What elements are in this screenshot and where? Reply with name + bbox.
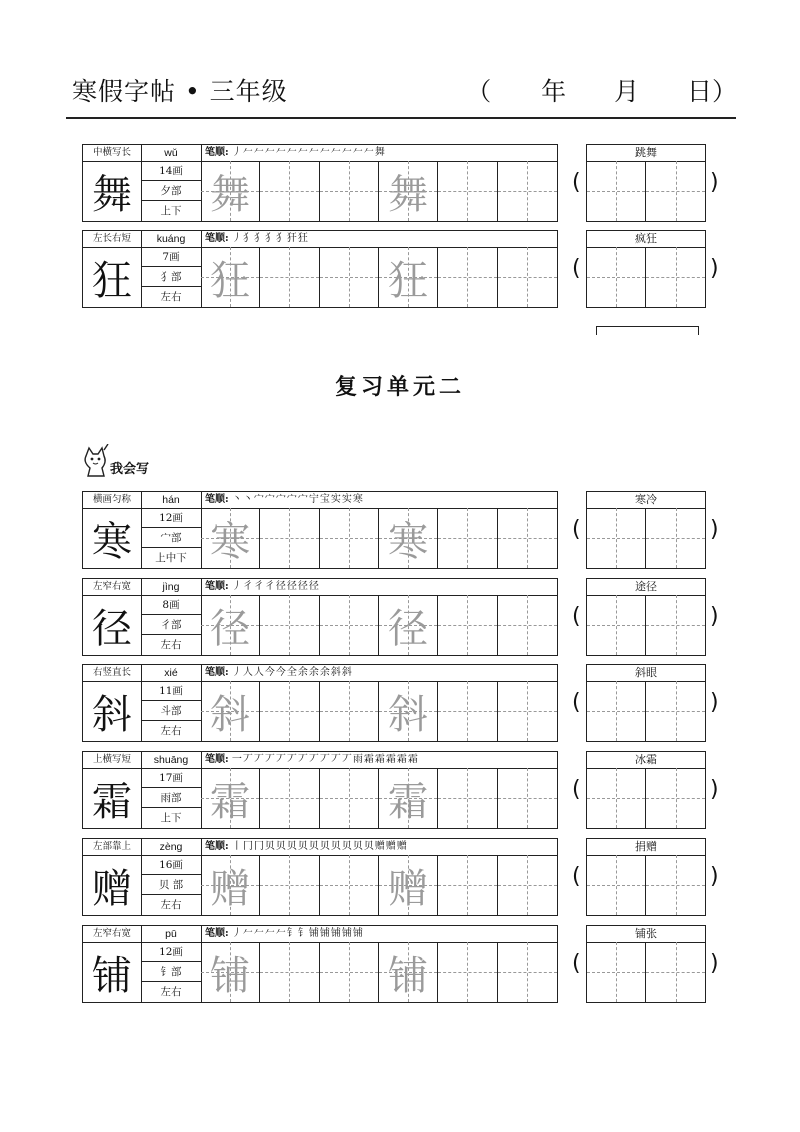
tian-grid-cell[interactable] <box>379 681 438 741</box>
stroke-count: 14画 <box>141 161 201 181</box>
tian-grid-cell[interactable] <box>260 855 319 915</box>
tian-grid-cell[interactable] <box>201 855 260 915</box>
paren-open: ( <box>572 517 581 542</box>
tian-grid-cell[interactable] <box>320 508 379 568</box>
word-grid-cell[interactable] <box>587 942 646 1002</box>
tian-grid-cell[interactable] <box>320 855 379 915</box>
writing-grid <box>201 681 557 741</box>
tian-grid-cell[interactable] <box>498 161 557 221</box>
practice-table <box>82 491 558 569</box>
structure-tip: 左窄右宽 <box>83 926 142 942</box>
word-box <box>586 578 706 656</box>
paren-open: ( <box>572 690 581 715</box>
stroke-sequence: 丿𠂉𠂉𠂉𠂉𠂉𠂉𠂉𠂉𠂉𠂉𠂉𠂉舞 <box>231 147 386 158</box>
tian-grid-cell[interactable] <box>379 247 438 307</box>
subhead <box>80 442 220 480</box>
word-box <box>586 925 706 1003</box>
word-grid-cell[interactable] <box>587 855 646 915</box>
stroke-sequence: 丨冂冂贝贝贝贝贝贝贝贝贝贝赠赠赠 <box>231 841 408 852</box>
practice-row <box>82 578 722 656</box>
stroke-label: 笔顺: <box>205 233 229 244</box>
tian-grid-cell[interactable] <box>260 508 319 568</box>
stroke-sequence: 一丆丆丆丆丆丆丆丆丆丆雨霜霜霜霜霜 <box>231 754 419 765</box>
row-header <box>83 231 557 248</box>
stroke-label: 笔顺: <box>205 581 229 592</box>
pinyin: pū <box>141 926 202 942</box>
character-info <box>141 508 202 568</box>
structure-layout: 左右 <box>160 899 182 911</box>
tian-grid-cell[interactable] <box>498 508 557 568</box>
character-info <box>141 768 202 828</box>
radical: 夕部 <box>141 181 201 201</box>
practice-table <box>82 925 558 1003</box>
stroke-label: 笔顺: <box>205 754 229 765</box>
tian-grid-cell[interactable] <box>260 161 319 221</box>
structure-layout: 上下 <box>160 812 182 824</box>
row-header <box>83 926 557 943</box>
writing-grid <box>201 595 557 655</box>
paren-open: ( <box>572 256 581 281</box>
model-character: 赠 <box>83 855 142 915</box>
word-grid-cell[interactable] <box>646 595 705 655</box>
paren-open: ( <box>572 777 581 802</box>
tian-grid-cell[interactable] <box>379 942 438 1002</box>
row-header <box>83 145 557 162</box>
tian-grid-cell[interactable] <box>379 508 438 568</box>
word-grid-cell[interactable] <box>587 768 646 828</box>
character-info <box>141 681 202 741</box>
word-grid-cell[interactable] <box>646 247 705 307</box>
tian-grid-cell[interactable] <box>320 942 379 1002</box>
practice-row <box>82 664 722 742</box>
cat-mascot-icon <box>80 444 110 478</box>
word-grid-cell[interactable] <box>646 942 705 1002</box>
structure-tip: 左部靠上 <box>83 839 142 855</box>
tian-grid-cell[interactable] <box>379 768 438 828</box>
stroke-order <box>205 839 408 855</box>
row-header <box>83 579 557 596</box>
tian-grid-cell[interactable] <box>438 855 497 915</box>
stroke-count: 17画 <box>141 768 201 788</box>
stroke-label: 笔顺: <box>205 928 229 939</box>
structure-layout: 左右 <box>160 639 182 651</box>
stroke-order <box>205 492 364 508</box>
paren-close: ) <box>710 170 719 195</box>
tian-grid-cell[interactable] <box>498 768 557 828</box>
word-grid-cell[interactable] <box>587 595 646 655</box>
stroke-count: 7画 <box>141 247 201 267</box>
model-character: 狂 <box>83 247 142 307</box>
tian-grid-cell[interactable] <box>201 942 260 1002</box>
trace-character: 斜 <box>388 691 429 738</box>
tian-grid-cell[interactable] <box>260 681 319 741</box>
radical: 斗部 <box>141 701 201 721</box>
radical: 犭部 <box>141 267 201 287</box>
trace-character: 霜 <box>388 778 429 825</box>
practice-table <box>82 230 558 308</box>
structure-tip: 中横写长 <box>83 145 142 161</box>
radical: 彳部 <box>141 615 201 635</box>
tian-grid-cell[interactable] <box>201 161 260 221</box>
practice-row <box>82 925 722 1003</box>
tian-grid-cell[interactable] <box>438 681 497 741</box>
word-label: 寒冷 <box>587 492 705 509</box>
word-box <box>586 491 706 569</box>
stroke-order <box>205 231 309 247</box>
pinyin: hán <box>141 492 202 508</box>
character-info <box>141 855 202 915</box>
trace-character: 铺 <box>210 952 251 999</box>
structure-layout: 上下 <box>160 205 182 217</box>
row-header <box>83 752 557 769</box>
character-info <box>141 942 202 1002</box>
word-box <box>586 230 706 308</box>
tian-grid-cell[interactable] <box>498 681 557 741</box>
stroke-order <box>205 752 419 768</box>
practice-table <box>82 664 558 742</box>
radical: 贝 部 <box>141 875 201 895</box>
trace-character: 舞 <box>210 171 251 218</box>
paren-close: ) <box>710 777 719 802</box>
date-year: 年 <box>541 77 567 106</box>
paren-close: ) <box>710 604 719 629</box>
model-character: 铺 <box>83 942 142 1002</box>
trace-character: 寒 <box>388 518 429 565</box>
trace-character: 径 <box>388 605 429 652</box>
word-grid-cell[interactable] <box>646 508 705 568</box>
tian-grid-cell[interactable] <box>498 942 557 1002</box>
stroke-label: 笔顺: <box>205 667 229 678</box>
stroke-label: 笔顺: <box>205 494 229 505</box>
stroke-sequence: 丶丶宀宀宀宀宀宁宝实实寒 <box>231 494 364 505</box>
tian-grid-cell[interactable] <box>438 942 497 1002</box>
model-character: 霜 <box>83 768 142 828</box>
row-header <box>83 492 557 509</box>
model-character: 舞 <box>83 161 142 221</box>
practice-table <box>82 838 558 916</box>
tian-grid-cell[interactable] <box>498 855 557 915</box>
word-grid-cell[interactable] <box>646 768 705 828</box>
model-character: 斜 <box>83 681 142 741</box>
pinyin: zèng <box>141 839 202 855</box>
tian-grid-cell[interactable] <box>201 247 260 307</box>
writing-grid <box>201 855 557 915</box>
stroke-sequence: 丿犭犭犭犭犴狂 <box>231 233 309 244</box>
stroke-sequence: 丿人人今今全余余余斜斜 <box>231 667 353 678</box>
paren-open: ( <box>572 864 581 889</box>
writing-grid <box>201 942 557 1002</box>
paren-open: ( <box>572 604 581 629</box>
tian-grid-cell[interactable] <box>201 681 260 741</box>
structure-tip: 上横写短 <box>83 752 142 768</box>
row-header <box>83 665 557 682</box>
word-label: 斜眼 <box>587 665 705 682</box>
paren-open: ( <box>572 951 581 976</box>
header-rule <box>66 117 736 119</box>
stroke-label: 笔顺: <box>205 147 229 158</box>
word-grid-cell[interactable] <box>646 855 705 915</box>
structure-layout: 左右 <box>160 291 182 303</box>
paren-close: ) <box>710 864 719 889</box>
writing-grid <box>201 508 557 568</box>
tian-grid-cell[interactable] <box>201 768 260 828</box>
paren-close: ) <box>710 517 719 542</box>
writing-grid <box>201 247 557 307</box>
word-grid-cell[interactable] <box>587 508 646 568</box>
section-title: 复习单元二 <box>334 374 465 400</box>
tian-grid-cell[interactable] <box>379 595 438 655</box>
page-corner-bracket <box>596 326 699 335</box>
word-grid-cell[interactable] <box>587 247 646 307</box>
word-box <box>586 751 706 829</box>
structure-tip: 右竖直长 <box>83 665 142 681</box>
practice-row <box>82 838 722 916</box>
tian-grid-cell[interactable] <box>201 595 260 655</box>
pinyin: wǔ <box>141 145 202 161</box>
tian-grid-cell[interactable] <box>498 247 557 307</box>
practice-row <box>82 751 722 829</box>
trace-character: 铺 <box>388 952 429 999</box>
trace-character: 狂 <box>388 257 429 304</box>
tian-grid-cell[interactable] <box>260 768 319 828</box>
radical: 钅部 <box>141 962 201 982</box>
trace-character: 寒 <box>210 518 251 565</box>
tian-grid-cell[interactable] <box>379 855 438 915</box>
paren-close: ) <box>710 951 719 976</box>
trace-character: 赠 <box>210 865 251 912</box>
structure-tip: 左长右短 <box>83 231 142 247</box>
pinyin: xié <box>141 665 202 681</box>
date-open: （ <box>466 77 492 106</box>
tian-grid-cell[interactable] <box>320 768 379 828</box>
stroke-order <box>205 665 353 681</box>
stroke-label: 笔顺: <box>205 841 229 852</box>
stroke-count: 11画 <box>141 681 201 701</box>
structure-layout: 左右 <box>160 725 182 737</box>
stroke-order <box>205 145 386 161</box>
word-grid-cell[interactable] <box>587 681 646 741</box>
paren-open: ( <box>572 170 581 195</box>
tian-grid-cell[interactable] <box>438 768 497 828</box>
paren-close: ) <box>710 690 719 715</box>
word-box <box>586 144 706 222</box>
pinyin: jìng <box>141 579 202 595</box>
tian-grid-cell[interactable] <box>260 247 319 307</box>
trace-character: 斜 <box>210 691 251 738</box>
word-label: 冰霜 <box>587 752 705 769</box>
writing-grid <box>201 768 557 828</box>
stroke-sequence: 丿𠂉𠂉𠂉𠂉钅钅铺铺铺铺铺 <box>231 928 364 939</box>
tian-grid-cell[interactable] <box>201 508 260 568</box>
practice-row <box>82 491 722 569</box>
word-grid-cell[interactable] <box>646 161 705 221</box>
date-month: 月 <box>614 77 640 106</box>
tian-grid-cell[interactable] <box>320 681 379 741</box>
stroke-count: 12画 <box>141 508 201 528</box>
page-title: 寒假字帖 • 三年级 <box>72 77 288 106</box>
practice-table <box>82 144 558 222</box>
pinyin: kuáng <box>141 231 202 247</box>
row-header <box>83 839 557 856</box>
subhead-label: 我会写 <box>110 462 150 477</box>
tian-grid-cell[interactable] <box>438 595 497 655</box>
tian-grid-cell[interactable] <box>438 161 497 221</box>
word-box <box>586 838 706 916</box>
structure-layout: 上中下 <box>155 552 187 564</box>
word-grid-cell[interactable] <box>587 161 646 221</box>
paren-close: ) <box>710 256 719 281</box>
practice-row <box>82 230 722 308</box>
tian-grid-cell[interactable] <box>438 508 497 568</box>
radical: 宀部 <box>141 528 201 548</box>
stroke-sequence: 丿彳彳彳径径径径 <box>231 581 320 592</box>
writing-grid <box>201 161 557 221</box>
structure-tip: 横画匀称 <box>83 492 142 508</box>
word-label: 跳舞 <box>587 145 705 162</box>
tian-grid-cell[interactable] <box>320 161 379 221</box>
practice-table <box>82 578 558 656</box>
date-field <box>466 72 737 108</box>
practice-row <box>82 144 722 222</box>
tian-grid-cell[interactable] <box>320 595 379 655</box>
tian-grid-cell[interactable] <box>260 595 319 655</box>
date-day: 日） <box>686 77 737 106</box>
word-label: 铺张 <box>587 926 705 943</box>
model-character: 径 <box>83 595 142 655</box>
stroke-order <box>205 579 320 595</box>
word-label: 捐赠 <box>587 839 705 856</box>
stroke-order <box>205 926 364 942</box>
character-info <box>141 247 202 307</box>
tian-grid-cell[interactable] <box>438 247 497 307</box>
radical: 雨部 <box>141 788 201 808</box>
pinyin: shuāng <box>141 752 202 768</box>
tian-grid-cell[interactable] <box>320 247 379 307</box>
practice-table <box>82 751 558 829</box>
word-label: 途径 <box>587 579 705 596</box>
stroke-count: 12画 <box>141 942 201 962</box>
trace-character: 狂 <box>210 257 251 304</box>
model-character: 寒 <box>83 508 142 568</box>
page-header <box>72 72 737 112</box>
trace-character: 舞 <box>388 171 429 218</box>
character-info <box>141 161 202 221</box>
tian-grid-cell[interactable] <box>498 595 557 655</box>
tian-grid-cell[interactable] <box>379 161 438 221</box>
word-box <box>586 664 706 742</box>
trace-character: 霜 <box>210 778 251 825</box>
trace-character: 径 <box>210 605 251 652</box>
structure-tip: 左窄右宽 <box>83 579 142 595</box>
stroke-count: 8画 <box>141 595 201 615</box>
word-grid-cell[interactable] <box>646 681 705 741</box>
stroke-count: 16画 <box>141 855 201 875</box>
character-info <box>141 595 202 655</box>
trace-character: 赠 <box>388 865 429 912</box>
structure-layout: 左右 <box>160 986 182 998</box>
tian-grid-cell[interactable] <box>260 942 319 1002</box>
word-label: 疯狂 <box>587 231 705 248</box>
